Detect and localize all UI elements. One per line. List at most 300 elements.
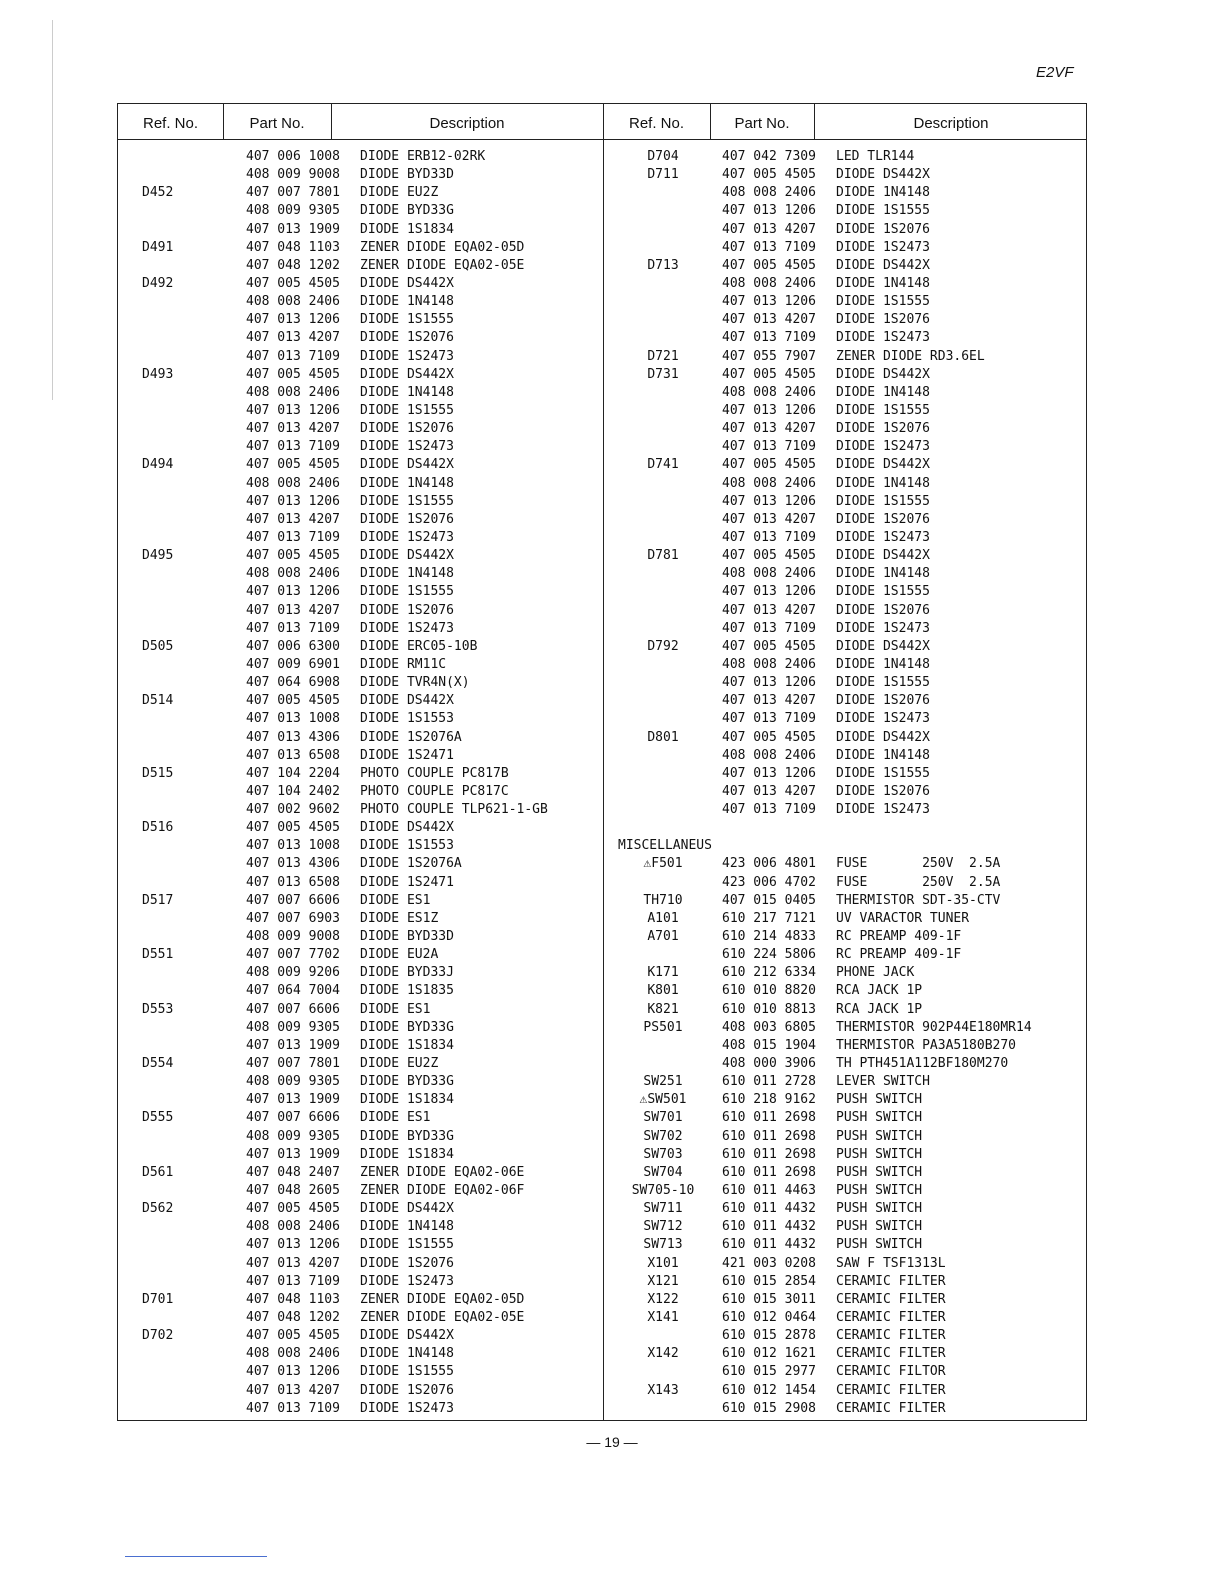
description: DIODE 1S2076A [360,856,462,872]
description: PUSH SWITCH [836,1219,923,1235]
description: DIODE ES1 [360,1001,431,1017]
part-no: 407 005 4505 [246,693,340,709]
ref-no: SW712 [643,1219,683,1235]
part-no: 610 015 2878 [722,1328,816,1344]
table-row [142,384,598,402]
description: DIODE ERB12-02RK [360,149,486,164]
part-no: 610 224 5806 [722,947,816,963]
part-no: 407 009 6901 [246,656,340,672]
part-no: 408 009 9305 [246,203,340,219]
part-no: 407 007 7801 [246,185,340,201]
part-no: 408 009 9305 [246,1128,340,1144]
table-row [618,547,1078,565]
table-row [142,511,598,529]
description: DIODE 1S2076 [360,421,454,437]
description: DIODE DS442X [360,457,454,473]
description: PUSH SWITCH [836,1183,923,1199]
part-no: 407 013 4207 [722,783,816,799]
ref-no: X141 [647,1310,679,1325]
part-no: 610 010 8820 [722,983,816,999]
header-desc-left: Description [429,115,505,132]
table-row [142,910,598,928]
ref-no: D801 [647,729,679,745]
table-row [142,729,598,747]
footer-line [125,1556,267,1557]
description: DIODE 1N4148 [836,475,930,491]
description: DIODE 1S2076 [360,511,454,527]
table-row [142,1255,598,1273]
description: DIODE 1S1555 [360,1364,454,1380]
part-no: 610 011 2698 [722,1146,816,1162]
part-no: 407 015 0405 [722,892,816,908]
table-row [142,1327,598,1345]
description: DIODE 1S2471 [360,874,454,890]
table-row [618,638,1078,656]
part-no: 610 015 2977 [722,1364,816,1380]
table-row [142,366,598,384]
ref-no: TH710 [643,892,683,908]
ref-no: D562 [142,1201,174,1217]
table-row [618,293,1078,311]
table-row [142,1309,598,1327]
part-no: 610 015 2908 [722,1400,816,1416]
part-no: 407 013 1206 [246,312,340,328]
part-no: 407 048 1103 [246,239,340,255]
part-no: 407 013 1206 [722,294,816,310]
ref-no: D792 [647,638,679,654]
description: DIODE 1S2473 [836,711,930,727]
part-no: 610 011 4432 [722,1219,816,1235]
table-row [142,928,598,946]
part-no: 407 013 1206 [246,402,340,418]
parts-table [117,103,1087,1421]
table-row [618,1019,1078,1037]
part-no: 610 011 2698 [722,1164,816,1180]
ref-no: X121 [647,1273,679,1289]
part-no: 610 212 6334 [722,965,816,981]
description: ZENER DIODE RD3.6EL [836,348,985,364]
description: DIODE 1S2076 [836,511,930,527]
description: PUSH SWITCH [836,1164,923,1180]
part-no: 408 008 2406 [722,747,816,763]
description: PUSH SWITCH [836,1092,923,1108]
table-row [618,475,1078,493]
part-no: 408 008 2406 [722,566,816,582]
part-no: 610 012 1454 [722,1382,816,1398]
table-row [142,1218,598,1236]
description: DIODE 1S2076 [836,783,930,799]
table-row [142,1164,598,1182]
description: CERAMIC FILTER [836,1310,946,1325]
table-row [618,1001,1078,1019]
ref-no: D452 [142,185,174,201]
part-no: 407 005 4505 [246,820,340,836]
description: DIODE 1S2473 [836,620,930,636]
table-row [618,456,1078,474]
table-row [618,1382,1078,1400]
description: RC PREAMP 409-1F [836,947,962,963]
description: PHOTO COUPLE PC817B [360,765,509,781]
part-no: 407 005 4505 [246,457,340,473]
table-row [142,1055,598,1073]
description: DIODE DS442X [360,693,454,709]
ref-no: D516 [142,820,174,836]
description: DIODE 1N4148 [836,275,930,291]
part-no: 407 013 4207 [722,511,816,527]
part-no: 408 003 6805 [722,1019,816,1035]
table-row [618,311,1078,329]
part-no: 610 012 1621 [722,1346,816,1362]
table-row [618,910,1078,928]
table-row [142,837,598,855]
description: DIODE 1S1834 [360,1146,454,1162]
description: DIODE 1S1555 [836,675,930,691]
table-row [142,1345,598,1363]
table-row [142,583,598,601]
table-row [618,1146,1078,1164]
table-row [142,819,598,837]
part-no: 407 007 6606 [246,1001,340,1017]
description: DIODE DS442X [360,1328,454,1344]
table-row [618,964,1078,982]
part-no: 610 012 0464 [722,1310,816,1325]
description: ZENER DIODE EQA02-06F [360,1183,525,1199]
description: DIODE 1S1555 [836,765,930,781]
part-no: 408 008 2406 [246,475,340,491]
description: CERAMIC FILTER [836,1346,946,1362]
ref-no: X122 [647,1291,679,1307]
description: DIODE DS442X [360,548,454,564]
table-row [142,1182,598,1200]
table-row [142,892,598,910]
description: ZENER DIODE EQA02-06E [360,1164,525,1180]
table-row [618,438,1078,456]
description: DIODE 1S1555 [836,493,930,509]
ref-no: PS501 [643,1019,683,1035]
part-no: 408 015 1904 [722,1037,816,1053]
part-no: 610 015 2854 [722,1273,816,1289]
part-no: 407 005 4505 [246,366,340,382]
table-row [618,1128,1078,1146]
description: DIODE 1S1555 [360,1237,454,1253]
table-row [142,420,598,438]
part-no: 610 010 8813 [722,1001,816,1017]
ref-no: D492 [142,275,174,291]
table-row [142,620,598,638]
part-no: 407 013 7109 [722,439,816,455]
description: DIODE BYD33D [360,167,454,183]
table-row [142,1146,598,1164]
table-row [618,239,1078,257]
header-part-right: Part No. [734,115,790,132]
table-row [618,402,1078,420]
table-row [142,402,598,420]
description: DIODE 1N4148 [360,294,454,310]
description: DIODE 1S2076 [836,602,930,618]
description: DIODE 1S2473 [360,529,454,545]
table-row [618,511,1078,529]
ref-no: A701 [647,929,679,945]
table-row [618,674,1078,692]
table-row [618,892,1078,910]
description: DIODE DS442X [836,548,930,564]
description: DIODE 1S1834 [360,1037,454,1053]
description: CERAMIC FILTER [836,1382,946,1398]
description: DIODE 1S2076 [360,1382,454,1398]
description: DIODE 1S2076 [836,221,930,237]
table-row [142,329,598,347]
part-no: 407 013 1206 [722,675,816,691]
description: DIODE 1S1555 [836,294,930,310]
part-no: 408 008 2406 [722,275,816,291]
ref-no: D517 [142,892,174,908]
table-row [618,819,1078,837]
part-no: 407 013 7109 [722,802,816,818]
description: DIODE 1S1553 [360,838,454,854]
page-number: — 19 — [586,1434,638,1450]
description: DIODE 1S1555 [836,584,930,600]
table-row [618,1273,1078,1291]
description: DIODE ES1 [360,892,431,908]
part-no: 407 013 1008 [246,711,340,727]
ref-no: X143 [647,1382,679,1398]
table-row [618,982,1078,1000]
table-row [142,710,598,728]
table-row [618,602,1078,620]
description: DIODE 1S2473 [836,802,930,818]
part-no: 407 005 4505 [722,167,816,183]
ref-no: D741 [647,457,679,473]
table-row [618,946,1078,964]
table-row [618,1236,1078,1254]
description: DIODE 1S2473 [360,348,454,364]
part-no: 407 013 4207 [722,421,816,437]
description: DIODE 1S2473 [836,529,930,545]
table-row [142,529,598,547]
part-no: 421 003 0208 [722,1255,816,1271]
table-row [618,1218,1078,1236]
description: SAW F TSF1313L [836,1255,946,1271]
ref-no: K821 [647,1001,679,1017]
part-no: 407 005 4505 [246,1328,340,1344]
description: DIODE DS442X [360,275,454,291]
description: TH PTH451A112BF180M270 [836,1056,1009,1072]
header-ref-right: Ref. No. [628,115,685,132]
table-row [618,874,1078,892]
table-row [618,1309,1078,1327]
description: THERMISTOR SDT-35-CTV [836,892,1001,908]
table-row [618,166,1078,184]
description: RCA JACK 1P [836,983,923,999]
ref-no: D713 [647,257,679,273]
part-no: 407 104 2402 [246,783,340,799]
table-row [618,620,1078,638]
part-no: 407 013 4306 [246,856,340,872]
part-no: 610 011 4432 [722,1201,816,1217]
part-no: 407 104 2204 [246,765,340,781]
part-no: 407 064 7004 [246,983,340,999]
part-no: 407 013 1206 [722,765,816,781]
table-row [618,1109,1078,1127]
part-no: 407 013 4207 [246,602,340,618]
ref-no: SW251 [643,1074,683,1090]
table-row [142,311,598,329]
part-no: 407 013 1206 [722,584,816,600]
ref-no: D491 [142,239,174,255]
table-row [618,1055,1078,1073]
ref-no: K171 [647,965,679,981]
description: DIODE 1S1555 [360,312,454,328]
description: PHOTO COUPLE TLP621-1-GB [360,802,548,818]
left-parts-list [142,148,598,1418]
part-no: 408 008 2406 [722,185,816,201]
right-parts-list [618,148,1078,1418]
part-no: 407 013 4207 [722,312,816,328]
table-row [142,493,598,511]
table-row [142,221,598,239]
part-no: 407 007 6606 [246,1110,340,1126]
part-no: 407 013 1206 [246,1237,340,1253]
ref-no: D553 [142,1001,174,1017]
part-no: 407 013 4207 [722,221,816,237]
table-row [142,801,598,819]
description: DIODE 1N4148 [360,566,454,582]
table-row [142,1273,598,1291]
part-no: 408 008 2406 [246,566,340,582]
description: DIODE EU2A [360,947,439,963]
description: DIODE 1N4148 [360,384,454,400]
part-no: 407 005 4505 [246,1201,340,1217]
ref-no: D711 [647,167,679,183]
table-row [142,547,598,565]
description: DIODE 1S2473 [360,439,454,455]
description: DIODE 1S1834 [360,1092,454,1108]
part-no: 407 005 4505 [722,638,816,654]
table-row [618,565,1078,583]
table-row [618,1291,1078,1309]
description: DIODE DS442X [836,257,930,273]
ref-no: SW703 [643,1146,683,1162]
part-no: 407 013 7109 [246,348,340,364]
description: DIODE 1S2076 [836,693,930,709]
part-no: 408 008 2406 [722,475,816,491]
part-no: 407 013 1909 [246,1037,340,1053]
table-row [142,874,598,892]
description: PUSH SWITCH [836,1237,923,1253]
table-row [142,438,598,456]
table-row [142,855,598,873]
table-row [618,729,1078,747]
part-no: 407 007 7801 [246,1056,340,1072]
description: DIODE 1N4148 [836,747,930,763]
part-no: 610 011 4432 [722,1237,816,1253]
description: FUSE 250V 2.5A [836,856,1001,872]
description: PUSH SWITCH [836,1110,923,1126]
part-no: 610 218 9162 [722,1092,816,1108]
part-no: 407 013 4207 [722,602,816,618]
ref-no: SW702 [643,1128,683,1144]
table-row [618,257,1078,275]
part-no: 408 000 3906 [722,1056,816,1072]
part-no: 407 013 4207 [722,693,816,709]
description: DIODE BYD33G [360,1074,454,1090]
ref-no: D781 [647,548,679,564]
table-row [618,420,1078,438]
description: DIODE 1S1555 [360,402,454,418]
part-no: 407 013 7109 [722,620,816,636]
description: DIODE DS442X [836,457,930,473]
description: CERAMIC FILTER [836,1328,946,1344]
part-no: 407 013 1008 [246,838,340,854]
ref-no: D551 [142,947,174,963]
table-row [618,747,1078,765]
description: DIODE DS442X [836,729,930,745]
part-no: 407 002 9602 [246,802,340,818]
part-no: 610 011 2698 [722,1128,816,1144]
part-no: 610 214 4833 [722,929,816,945]
ref-no: A101 [647,910,679,926]
table-row [618,221,1078,239]
part-no: 407 013 7109 [246,1273,340,1289]
description: DIODE DS442X [836,638,930,654]
ref-no: X142 [647,1346,679,1362]
part-no: 407 055 7907 [722,348,816,364]
ref-no: ⚠F501 [643,856,683,872]
description: DIODE DS442X [836,366,930,382]
column-divider [603,104,604,1420]
table-row [142,1400,598,1418]
part-no: 407 005 4505 [722,366,816,382]
description: DIODE 1N4148 [836,384,930,400]
table-row [618,275,1078,293]
table-row [618,348,1078,366]
part-no: 407 048 1202 [246,1310,340,1325]
description: DIODE 1S2076A [360,729,462,745]
description: LEVER SWITCH [836,1074,930,1090]
part-no: 408 009 9008 [246,167,340,183]
part-no: 407 005 4505 [722,257,816,273]
description: DIODE RM11C [360,656,447,672]
table-row [618,692,1078,710]
description: DIODE 1S2471 [360,747,454,763]
description: DIODE 1N4148 [360,1346,454,1362]
description: DIODE 1S1834 [360,221,454,237]
part-no: 407 013 4207 [246,1382,340,1398]
table-row [618,329,1078,347]
table-row [142,1001,598,1019]
description: DIODE TVR4N(X) [360,675,470,691]
table-row [142,456,598,474]
part-no: 407 013 7109 [246,1400,340,1416]
table-row [618,855,1078,873]
table-row [142,202,598,220]
description: DIODE 1S1555 [360,493,454,509]
description: PHONE JACK [836,965,915,981]
table-row [142,982,598,1000]
table-row [142,1200,598,1218]
description: CERAMIC FILTER [836,1291,946,1307]
table-row [142,1128,598,1146]
header-part-left: Part No. [249,115,305,132]
description: DIODE 1N4148 [836,656,930,672]
part-no: 407 005 4505 [722,729,816,745]
description: DIODE ERC05-10B [360,638,478,654]
part-no: 408 008 2406 [246,1346,340,1362]
description: UV VARACTOR TUNER [836,910,970,926]
ref-no: D561 [142,1164,174,1180]
part-no: 407 013 7109 [722,330,816,346]
table-row [142,148,598,166]
